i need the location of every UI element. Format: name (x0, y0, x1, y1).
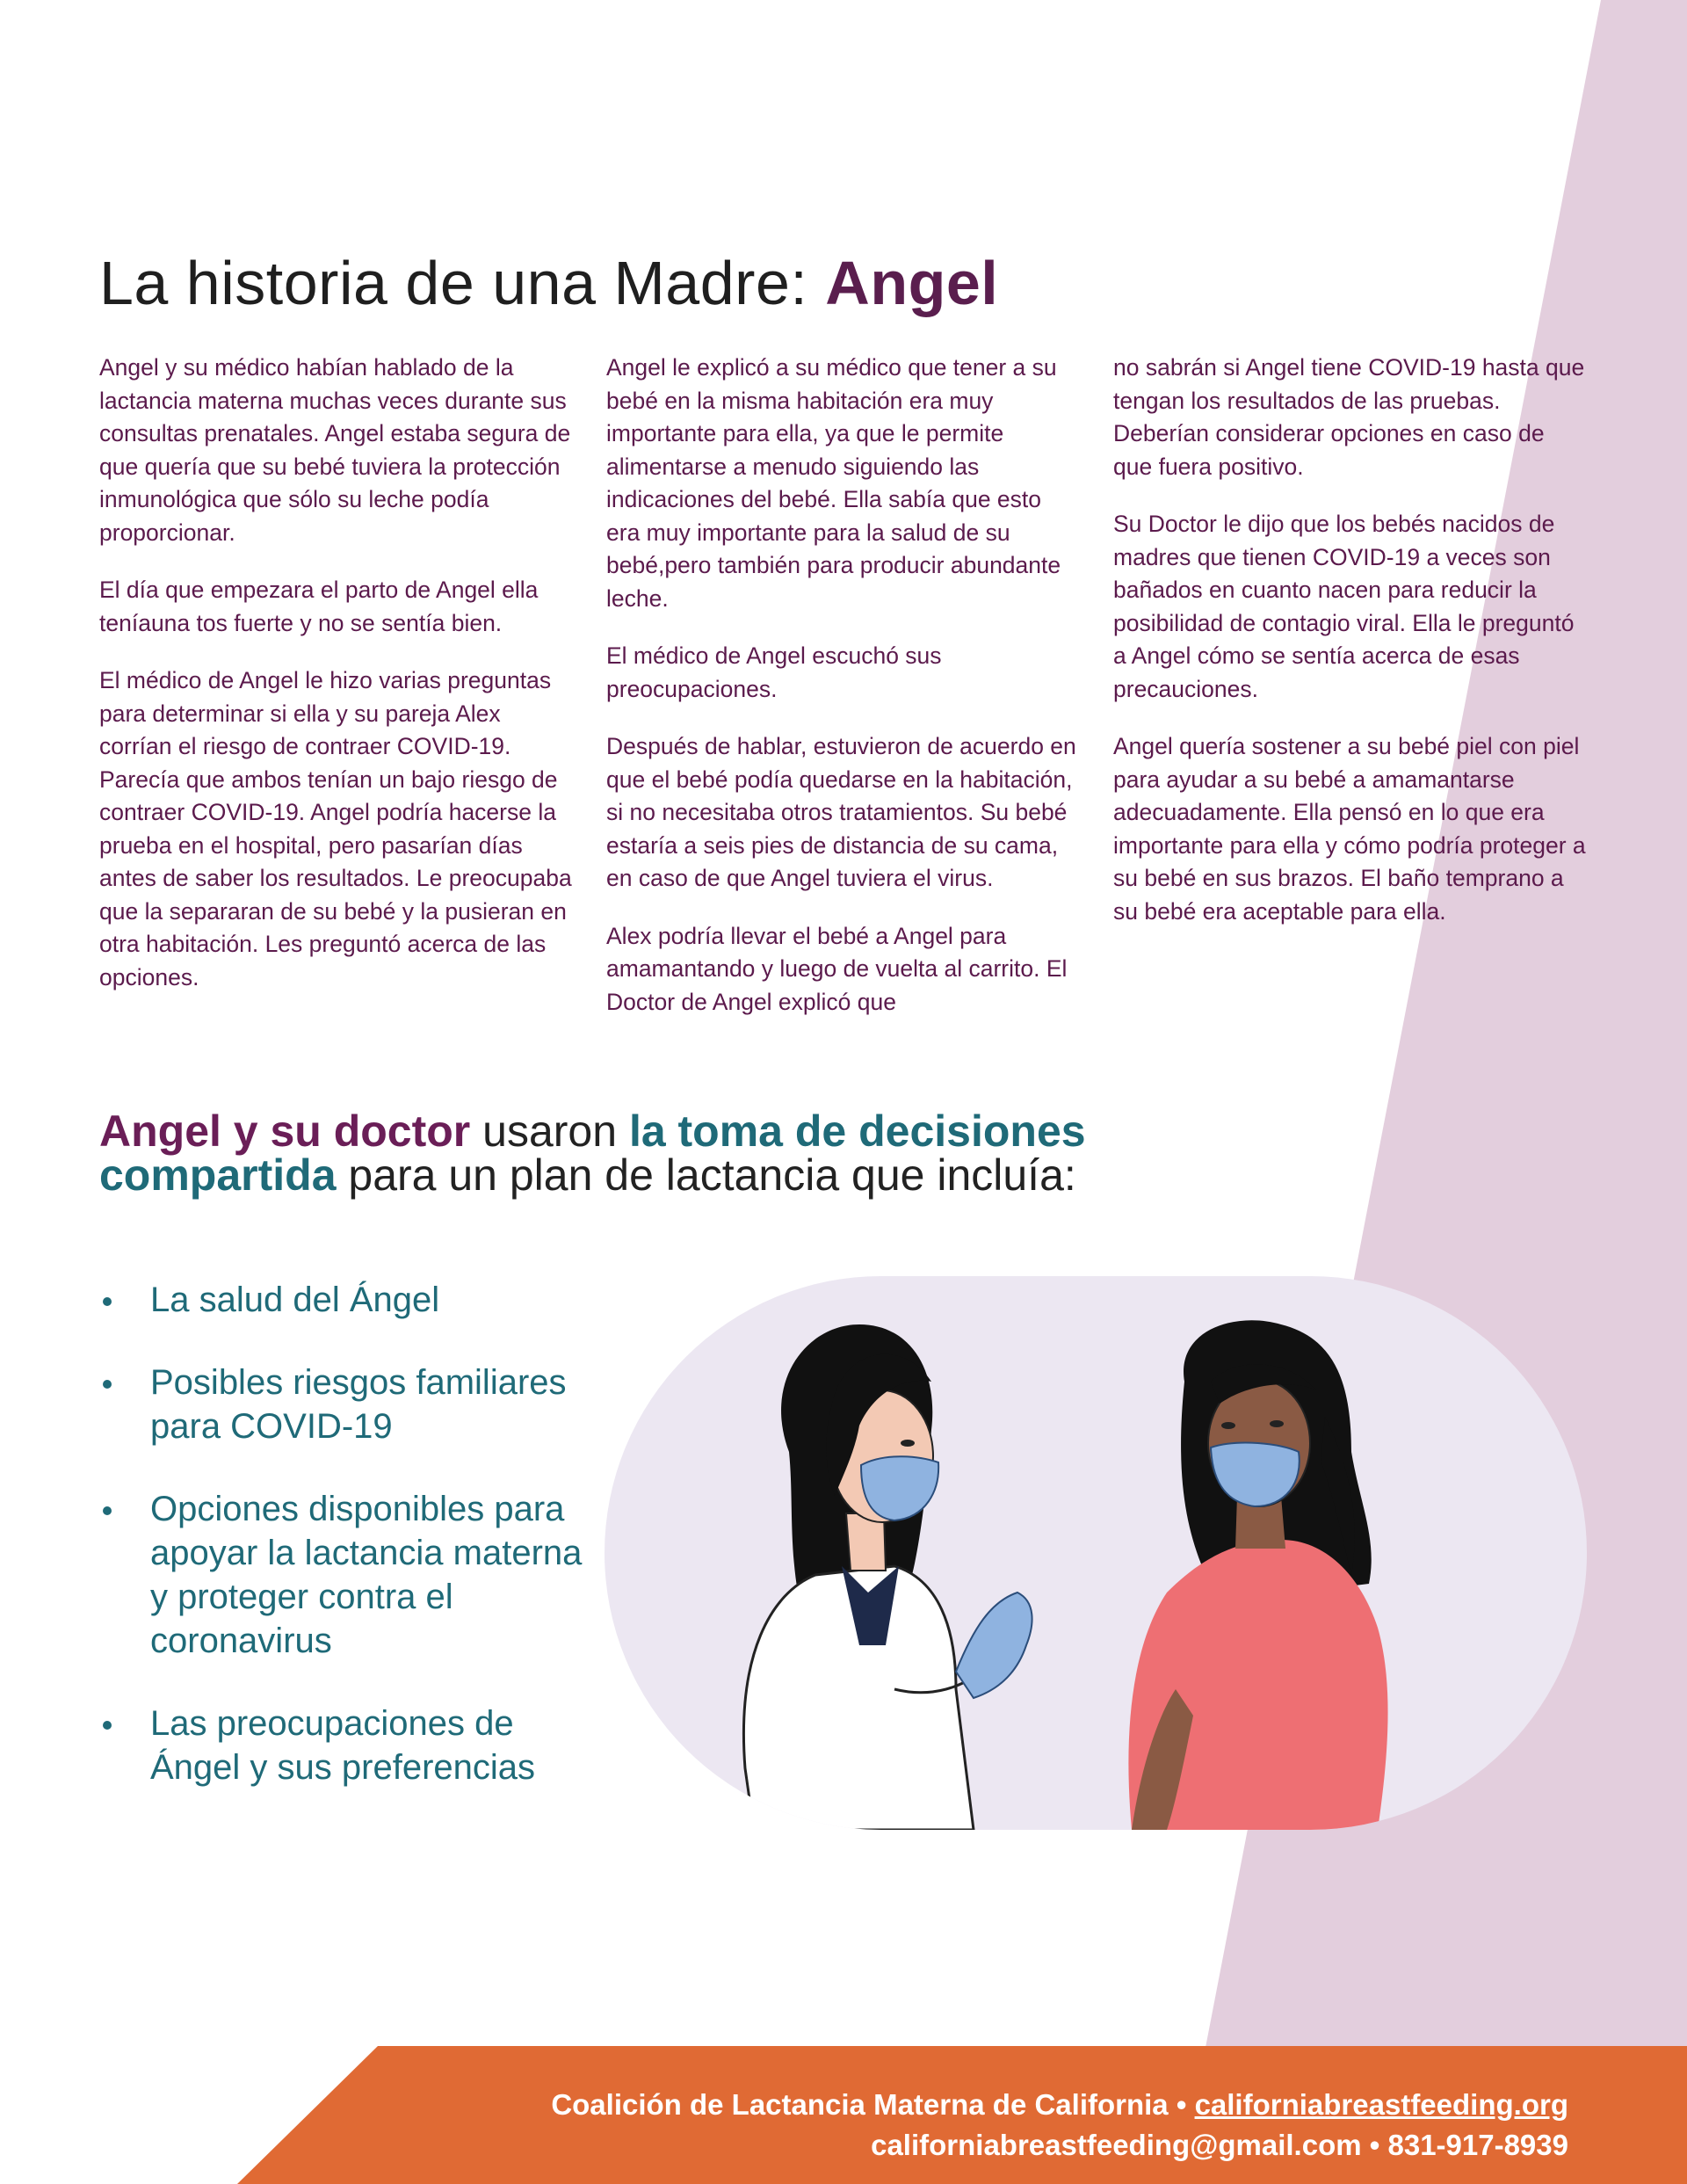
org-name: Coalición de Lactancia Materna de California (551, 2088, 1169, 2121)
story-paragraph: El día que empezara el parto de Angel ella teníauna tos fuerte y no se sentía bien. (99, 577, 539, 636)
story-paragraph: Alex podría llevar el bebé a Angel para amamantando y luego de vuelta al carrito. El Doctor de Angel explicó que (606, 922, 1068, 1015)
story-paragraph: El médico de Angel escuchó sus preocupaciones. (606, 642, 942, 702)
bullet-dot-icon (103, 1380, 112, 1389)
story-column-3 (1113, 352, 1588, 953)
page-title: La historia de una Madre: Angel (99, 249, 999, 317)
doctor-patient-illustration (605, 1276, 1587, 1830)
story-column-2 (606, 352, 1081, 1043)
bullet-dot-icon (103, 1721, 112, 1730)
list-item: Las preocupaciones de Ángel y sus preferencias (99, 1701, 591, 1789)
phone-number[interactable]: 831-917-8939 (1387, 2129, 1568, 2161)
story-paragraph: Angel quería sostener a su bebé piel con piel para ayudar a su bebé a amamantarse adecuadamente. Ella pensó en lo que era importante para ella y cómo podría proteger a su bebé en sus brazos. El baño temprano a su bebé era aceptable para ella. (1113, 733, 1586, 925)
list-item: La salud del Ángel (99, 1278, 591, 1322)
website-link[interactable]: californiabreastfeeding.org (1194, 2088, 1568, 2121)
email-link[interactable]: californiabreastfeeding@gmail.com (871, 2129, 1362, 2161)
footer-line-2: californiabreastfeeding@gmail.com • 831-917-8939 (871, 2129, 1568, 2161)
story-paragraph: Angel le explicó a su médico que tener a su bebé en la misma habitación era muy importante para ella, ya que le permite alimentarse a menudo siguiendo las indicaciones del bebé. Ella sabía que esto era muy importante para la salud de su bebé,pero también para producir abundante leche. (606, 354, 1061, 612)
footer-contact (551, 2085, 1568, 2166)
list-item: Posibles riesgos familiares para COVID-19 (99, 1360, 591, 1448)
story-paragraph: Después de hablar, estuvieron de acuerdo en que el bebé podía quedarse en la habitación, si no necesitaba otros tratamientos. Su bebé estaría a seis pies de distancia de su cama, en caso de que Angel tuviera el virus. (606, 733, 1076, 891)
story-paragraph: Angel y su médico habían hablado de la lactancia materna muchas veces durante sus consultas prenatales. Angel estaba segura de que quería que su bebé tuviera la protección inmunológica que sólo su leche podía proporcionar. (99, 354, 571, 546)
list-item: Opciones disponibles para apoyar la lactancia materna y proteger contra el coronavirus (99, 1487, 591, 1663)
plan-bullet-list (99, 1278, 591, 1828)
story-column-1 (99, 352, 574, 1019)
section-headline: Angel y su doctor usaron la toma de decisiones compartida para un plan de lactancia que incluía: (99, 1107, 1086, 1200)
footer-line-1: Coalición de Lactancia Materna de California • californiabreastfeeding.org (551, 2088, 1568, 2121)
title-name: Angel (825, 249, 999, 317)
bullet-dot-icon (103, 1506, 112, 1515)
bullet-dot-icon (103, 1297, 112, 1306)
story-paragraph: Su Doctor le dijo que los bebés nacidos de madres que tienen COVID-19 a veces son bañados en cuanto nacen para reducir la posibilidad de contagio viral. Ella le preguntó a Angel cómo se sentía acerca de esas precauciones. (1113, 511, 1575, 702)
story-paragraph: no sabrán si Angel tiene COVID-19 hasta que tengan los resultados de las pruebas. Deberían considerar opciones en caso de que fuera positivo. (1113, 354, 1585, 480)
story-paragraph: El médico de Angel le hizo varias preguntas para determinar si ella y su pareja Alex corrían el riesgo de contraer COVID-19. Parecía que ambos tenían un bajo riesgo de contraer COVID-19. Angel podría hacerse la prueba en el hospital, pero pasarían días antes de saber los resultados. Le preocupaba que la separaran de su bebé y la pusieran en otra habitación. Les preguntó acerca de las opciones. (99, 667, 572, 990)
